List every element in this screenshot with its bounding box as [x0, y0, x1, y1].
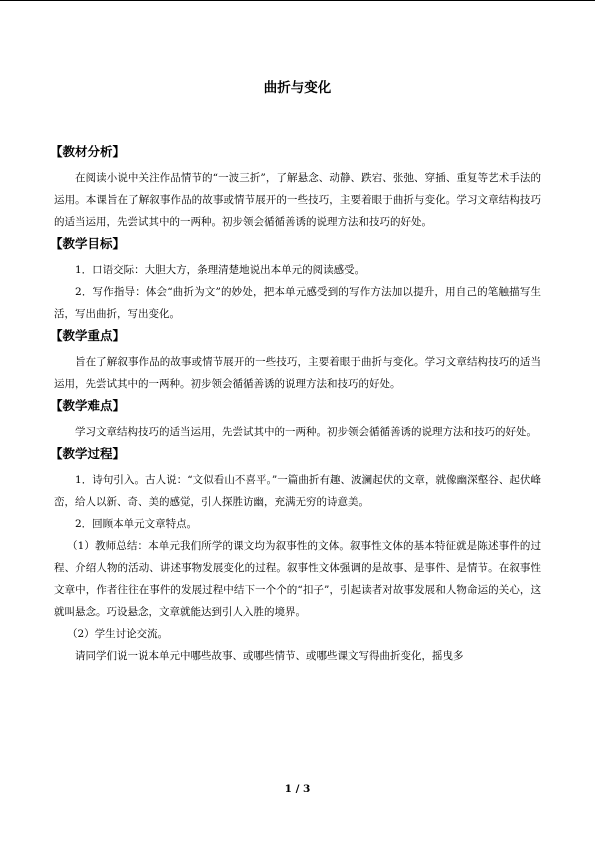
section-difficulties: [50, 397, 541, 443]
section-heading-analysis: 【教材分析】: [50, 144, 126, 159]
paragraph: 旨在了解叙事作品的故事或情节展开的一些技巧，主要着眼于曲折与变化。学习文章结构技巧的适当运用，先尝试其中的一两种。初步领会循循善诱的说理方法和技巧的好处。: [54, 356, 541, 390]
document-body: [50, 143, 541, 669]
paragraph: （2）学生讨论交流。: [67, 628, 169, 640]
header-rule: [0, 0, 595, 1]
section-heading-process: 【教学过程】: [50, 446, 126, 461]
section-heading-difficulties: 【教学难点】: [50, 398, 126, 413]
paragraph: 1．口语交际：大胆大方，条理清楚地说出本单元的阅读感受。: [75, 264, 366, 276]
section-key-points: [50, 327, 541, 395]
document-title: 曲折与变化: [263, 80, 332, 96]
page-number: 1 / 3: [284, 783, 311, 795]
section-analysis: [50, 143, 541, 233]
paragraph: 在阅读小说中关注作品情节的“一波三折”，了解悬念、动静、跌宕、张弛、穿插、重复等艺术手法的运用。本课旨在了解叙事作品的故事或情节展开的一些技巧，主要着眼于曲折与变化。学习文章结构技巧的适当运用，先尝试其中的一两种。初步领会循循善诱的说理方法和技巧的好处。: [54, 172, 541, 228]
section-goals: [50, 235, 541, 325]
paragraph: （1）教师总结：本单元我们所学的课文均为叙事性的文体。叙事性文体的基本特征就是陈述事件的过程、介绍人物的活动、讲述事物发展变化的过程。叙事性文体强调的是故事、是事件、是情节。在叙事性文章中，作者往往在事件的发展过程中结下一个个的“扣子”，引起读者对故事发展和人物命运的关心，这就叫悬念。巧设悬念，文章就能达到引人入胜的境界。: [54, 540, 541, 618]
section-process: [50, 445, 541, 667]
paragraph: 学习文章结构技巧的适当运用，先尝试其中的一两种。初步领会循循善诱的说理方法和技巧的好处。: [75, 426, 537, 438]
paragraph: 2．回顾本单元文章特点。: [75, 518, 198, 530]
paragraph: 请同学们说一说本单元中哪些故事、或哪些情节、或哪些课文写得曲折变化，摇曳多: [75, 650, 464, 662]
section-heading-key-points: 【教学重点】: [50, 328, 126, 343]
paragraph: 1．诗句引入。古人说：“文似看山不喜平。”一篇曲折有趣、波澜起伏的文章，就像幽深壑谷、起伏峰峦，给人以新、奇、美的感觉，引人探胜访幽，充满无穷的诗意美。: [54, 474, 541, 508]
paragraph: 2．写作指导：体会“曲折为文”的妙处，把本单元感受到的写作方法加以提升，用自己的笔触描写生活，写出曲折，写出变化。: [54, 286, 541, 320]
section-heading-goals: 【教学目标】: [50, 236, 126, 251]
